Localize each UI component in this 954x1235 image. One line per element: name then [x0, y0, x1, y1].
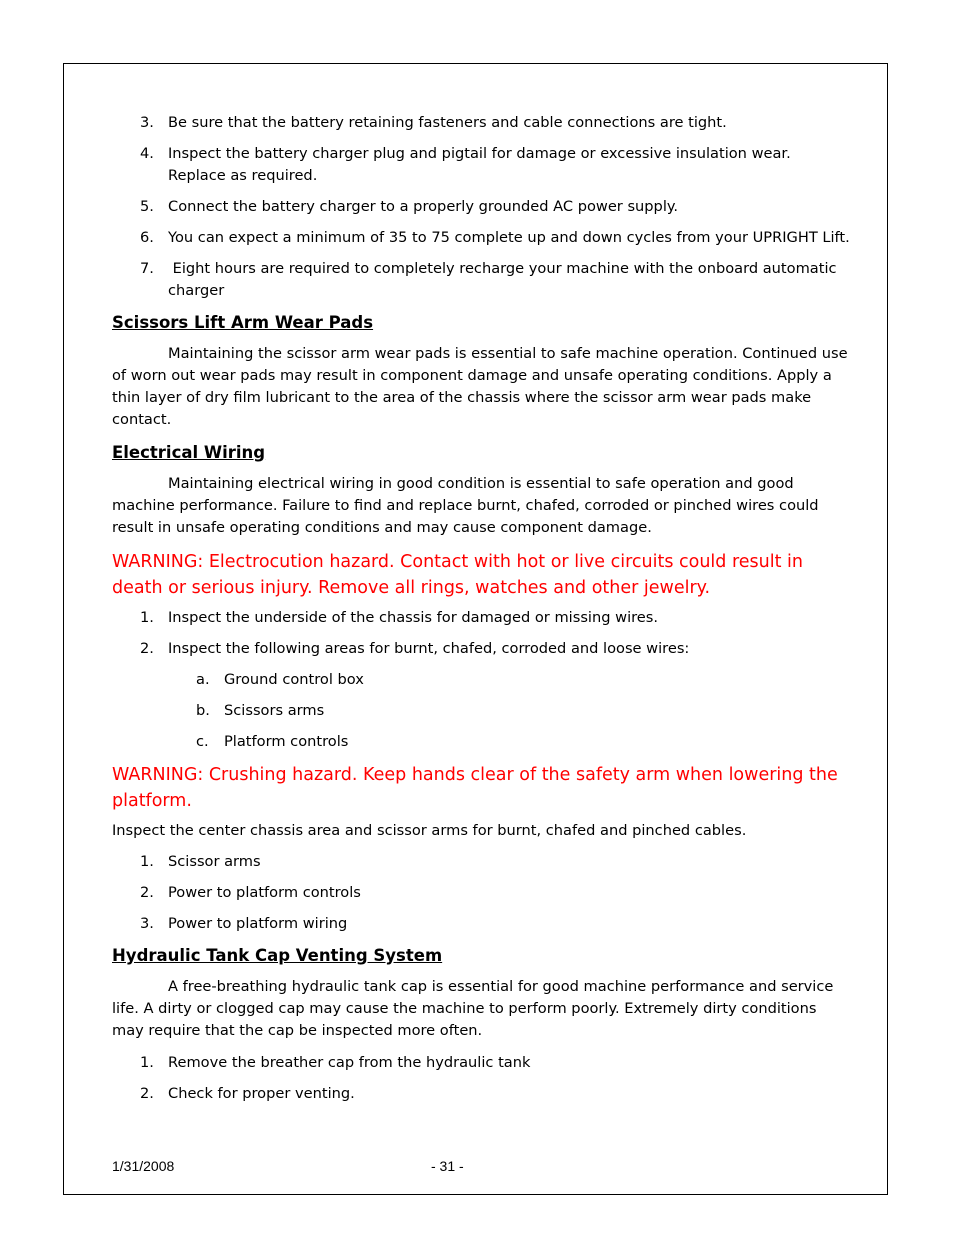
item-text: Power to platform controls: [168, 884, 361, 901]
battery-steps-list: [112, 112, 852, 302]
item-letter: a.: [196, 671, 210, 688]
item-number: 3.: [140, 114, 154, 131]
page-number: - 31 -: [431, 1158, 464, 1174]
item-text: Power to platform wiring: [168, 915, 348, 932]
item-text: Platform controls: [224, 733, 349, 750]
item-text: Be sure that the battery retaining fasteners and cable connections are tight.: [168, 114, 727, 131]
list-item: [112, 638, 852, 660]
item-text: Eight hours are required to completely recharge your machine with the onboard automatic charger: [168, 260, 842, 299]
electrical-steps-list: [112, 607, 852, 660]
list-item: [112, 1052, 852, 1074]
item-number: 2.: [140, 1085, 154, 1102]
item-text: Scissors arms: [224, 702, 325, 719]
item-text: Inspect the following areas for burnt, chafed, corroded and loose wires:: [168, 640, 690, 657]
list-item: [112, 851, 852, 873]
section-heading-electrical: Electrical Wiring: [112, 443, 266, 462]
item-text: Check for proper venting.: [168, 1085, 355, 1102]
item-text: Inspect the underside of the chassis for damaged or missing wires.: [168, 609, 659, 626]
list-item: [112, 1083, 852, 1105]
inspect-cables-text: Inspect the center chassis area and scissor arms for burnt, chafed and pinched cables.: [112, 822, 747, 839]
page-content: [112, 112, 852, 1114]
item-text: Ground control box: [224, 671, 364, 688]
list-item: [112, 913, 852, 935]
list-item: [112, 258, 852, 302]
item-number: 1.: [140, 1054, 154, 1071]
footer-date: 1/31/2008: [112, 1158, 175, 1174]
item-number: 1.: [140, 853, 154, 870]
item-number: 4.: [140, 145, 154, 162]
item-number: 2.: [140, 640, 154, 657]
item-number: 7.: [140, 260, 154, 277]
crushing-warning: WARNING: Crushing hazard. Keep hands clear of the safety arm when lowering the platform.: [112, 765, 838, 811]
item-number: 1.: [140, 609, 154, 626]
item-text: Remove the breather cap from the hydraulic tank: [168, 1054, 531, 1071]
item-text: You can expect a minimum of 35 to 75 complete up and down cycles from your UPRIGHT Lift.: [168, 229, 850, 246]
item-text: Scissor arms: [168, 853, 261, 870]
item-text: Inspect the battery charger plug and pigtail for damage or excessive insulation wear. Replace as required.: [168, 145, 791, 184]
list-item: [112, 112, 852, 134]
item-letter: b.: [196, 702, 210, 719]
section-heading-wear-pads: Scissors Lift Arm Wear Pads: [112, 313, 374, 332]
list-item: [112, 700, 852, 722]
list-item: [112, 196, 852, 218]
hydraulic-steps-list: [112, 1052, 852, 1105]
item-number: 2.: [140, 884, 154, 901]
list-item: [112, 607, 852, 629]
electrical-paragraph: Maintaining electrical wiring in good condition is essential to safe operation and good machine performance. Failure to find and replace burnt, chafed, corroded or pinched wires could result in unsafe operating conditions and may cause component damage.: [112, 475, 819, 536]
list-item: [112, 882, 852, 904]
section-heading-hydraulic: Hydraulic Tank Cap Venting System: [112, 946, 443, 965]
item-text: Connect the battery charger to a properly grounded AC power supply.: [168, 198, 679, 215]
item-number: 5.: [140, 198, 154, 215]
list-item: [112, 227, 852, 249]
item-number: 3.: [140, 915, 154, 932]
item-number: 6.: [140, 229, 154, 246]
list-item: [112, 669, 852, 691]
wire-areas-sublist: [112, 669, 852, 753]
hydraulic-paragraph: A free-breathing hydraulic tank cap is essential for good machine performance and service life. A dirty or clogged cap may cause the machine to perform poorly. Extremely dirty conditions may require that the cap be inspected more often.: [112, 978, 834, 1039]
cable-areas-list: [112, 851, 852, 935]
wear-pads-paragraph: Maintaining the scissor arm wear pads is essential to safe machine operation. Continued use of worn out wear pads may result in component damage and unsafe operating conditions. Apply a thin layer of dry film lubricant to the area of the chassis where the scissor arm wear pads make contact.: [112, 345, 848, 428]
electrocution-warning: WARNING: Electrocution hazard. Contact with hot or live circuits could result in death or serious injury. Remove all rings, watches and other jewelry.: [112, 552, 803, 598]
list-item: [112, 731, 852, 753]
item-letter: c.: [196, 733, 209, 750]
list-item: [112, 143, 852, 187]
